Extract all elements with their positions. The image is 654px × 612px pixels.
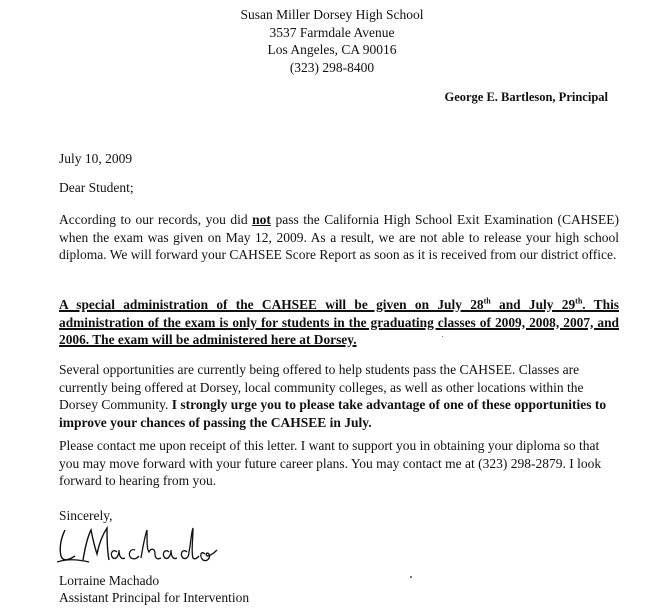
letter-date: July 10, 2009 [59, 151, 133, 166]
salutation: Dear Student; [59, 180, 134, 195]
school-street: 3537 Farmdale Avenue [269, 24, 395, 40]
paragraph-opportunities [59, 361, 619, 431]
paragraph3-bold: I strongly urge you to please take advantage of one of these opportunities to improve your chances of passing the CAHSEE in July. [59, 397, 607, 430]
paragraph1-after: pass the California High School Exit Examination (CAHSEE) when the exam was given on May 12, 2009. As a result, we are not able to release your high school diploma. We will forward your CAHSEE Score Report as soon as it is received from our district office. [59, 212, 619, 262]
paragraph-special-administration [59, 296, 619, 349]
scan-speck [442, 336, 443, 337]
paragraph1-before: According to our records, you did [59, 212, 253, 227]
closing: Sincerely, [59, 508, 113, 523]
handwritten-signature [55, 522, 225, 568]
paragraph-contact: Please contact me upon receipt of this letter. I want to support you in obtaining your diploma so that you may move forward with your future career plans. You may contact me at (323) 298-2879. I look forward to hearing from you. [59, 438, 602, 488]
letterhead [0, 6, 654, 76]
paragraph2-sup2: th [575, 296, 583, 306]
signer-title: Assistant Principal for Intervention [59, 590, 250, 605]
paragraph3-normal: Several opportunities are currently being offered to help students pass the CAHSEE. Classes are currently being offered at Dorsey, local community colleges, as well as other locations within the Dorsey Community. [59, 362, 584, 412]
school-city: Los Angeles, CA 90016 [267, 42, 397, 57]
paragraph-exam-result [59, 211, 619, 264]
paragraph2-part3: . This administration of the exam is only for students in the graduating classes of 2009, 2008, 2007, and 2006. The exam will be administered here at Dorsey. [59, 297, 619, 347]
signer-name: Lorraine Machado [59, 573, 160, 588]
school-name: Susan Miller Dorsey High School [240, 7, 424, 22]
school-phone: (323) 298-8400 [289, 59, 375, 75]
paragraph2-sup1: th [483, 296, 491, 306]
principal-name: George E. Bartleson, Principal [444, 90, 608, 104]
paragraph2-part2: and July 29 [490, 297, 576, 312]
paragraph1-emphasis: not [252, 212, 271, 227]
paragraph2-part1: A special administration of the CAHSEE will be given on July 28 [59, 297, 484, 312]
scan-speck [410, 576, 412, 578]
